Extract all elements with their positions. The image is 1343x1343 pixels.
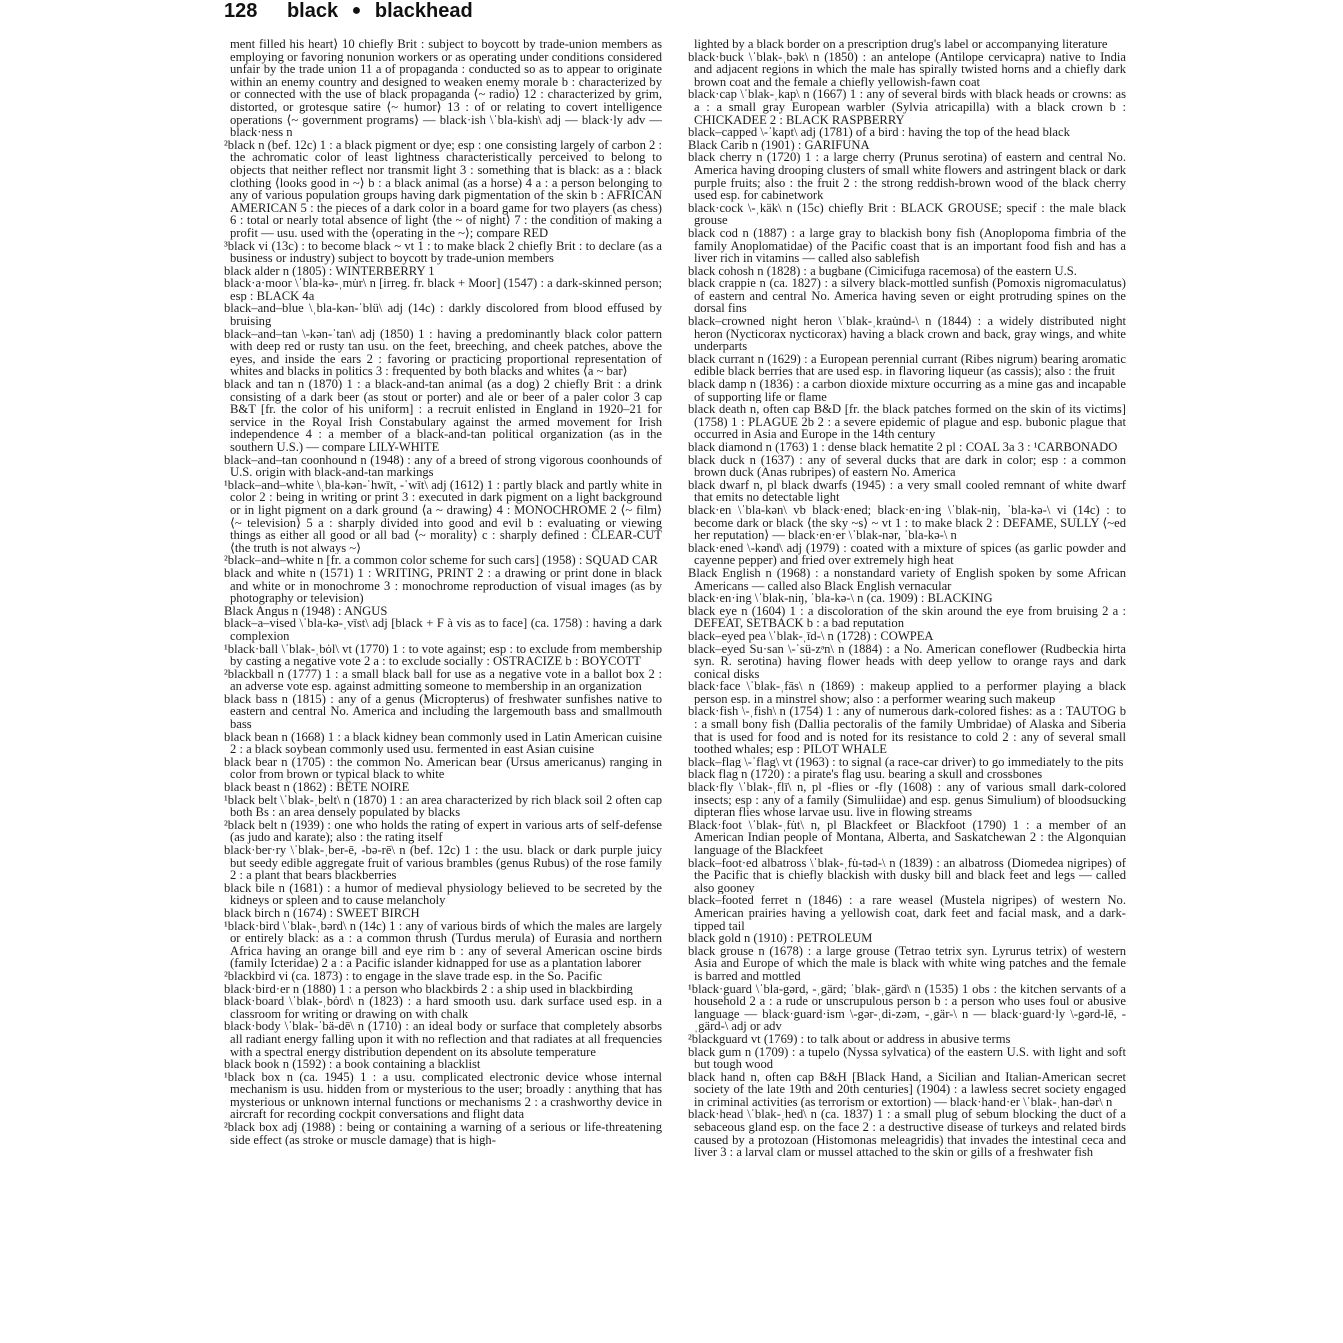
dictionary-entry: black duck n (1637) : any of several ducks that are dark in color; esp : a common brown duck (Anas rubripes) of eastern No. America bbox=[688, 453, 1126, 479]
dictionary-entry: black·ened \-kənd\ adj (1979) : coated with a mixture of spices (as garlic powder and cayenne pepper) and fried over extremely high heat bbox=[688, 541, 1126, 567]
dictionary-entry: black gold n (1910) : PETROLEUM bbox=[688, 932, 873, 945]
dictionary-entry: black·board \ˈblak-ˌbȯrd\ n (1823) : a hard smooth usu. dark surface used esp. in a classroom for writing or drawing on with chalk bbox=[224, 995, 662, 1021]
dictionary-entry: black·ber·ry \ˈblak-ˌber-ē, -bə-rē\ n (bef. 12c) 1 : the usu. black or dark purple juicy but seedy edible aggregate fruit of various brambles (genus Rubus) of the rose family 2 : a plant that bears blackberries bbox=[224, 844, 662, 882]
guide-word-first: black bbox=[286, 0, 339, 22]
dictionary-entry: black cohosh n (1828) : a bugbane (Cimicifuga racemosa) of the eastern U.S. bbox=[688, 264, 1077, 278]
page-number: 128 bbox=[224, 0, 258, 22]
dictionary-entry: black·a·moor \ˈbla-kə-ˌmu̇r\ n [irreg. fr. black + Moor] (1547) : a dark-skinned person; esp : BLACK 4a bbox=[224, 277, 662, 303]
dictionary-entry: black–foot·ed albatross \ˈblak-ˌfu̇-təd-\ n (1839) : an albatross (Diomedea nigripes) of the Pacific that is chiefly blackish with dusky bill and black feet and legs — called also gooney bbox=[688, 856, 1126, 895]
dictionary-entry: black–and–tan coonhound n (1948) : any of a breed of strong vigorous coonhounds of U.S. origin with black-and-tan markings bbox=[224, 453, 662, 479]
dictionary-entry: ²blackguard vt (1769) : to talk about or address in abusive terms bbox=[688, 1032, 1011, 1046]
dictionary-entry: ¹black·ball \ˈblak-ˌbȯl\ vt (1770) 1 : to vote against; esp : to exclude from membership by casting a negative vote 2 a : to exclude socially : OSTRACIZE b : BOYCOTT bbox=[224, 642, 662, 668]
dictionary-entry: black crappie n (ca. 1827) : a silvery black-mottled sunfish (Pomoxis nigromaculatus) of eastern and central No. America having seven or eight protruding spines on the dorsal fins bbox=[688, 277, 1126, 316]
dictionary-entry: ²black n (bef. 12c) 1 : a black pigment or dye; esp : one consisting largely of carbon 2 : the achromatic color of least lightness characteristically perceived to belong to objects that neither reflect nor transmit light 3 : something that is black: as a : black clothing ⟨looks good in ~⟩ b : a black animal (as a horse) 4 a : a person belonging to any of various population groups having dark pigmentation of the skin b : AFRICAN AMERICAN 5 : the pieces of a dark color in a board game for two players (as chess) 6 : total or nearly total absence of light ⟨the ~ of night⟩ 7 : the condition of making a profit — usu. used with the ⟨operating in the ~⟩; compare RED bbox=[224, 138, 662, 240]
dictionary-entry: Black·foot \ˈblak-ˌfu̇t\ n, pl Blackfeet or Blackfoot (1790) 1 : a member of an American Indian people of Montana, Alberta, and Saskatchewan 2 : the Algonquian language of the Blackfeet bbox=[688, 818, 1126, 857]
dictionary-entry: black·en·ing \ˈblak-niŋ, ˈbla-kə-\ n (ca. 1909) : BLACKING bbox=[688, 592, 993, 605]
guide-word-separator: ● bbox=[351, 2, 362, 19]
dictionary-entry: black·face \ˈblak-ˌfās\ n (1869) : makeup applied to a performer playing a black person esp. in a minstrel show; also : a performer wearing such makeup bbox=[688, 680, 1126, 706]
dictionary-entry: black·buck \ˈblak-ˌbək\ n (1850) : an antelope (Antilope cervicapra) native to India and adjacent regions in which the male has spirally twisted horns and a chiefly dark brown coat and the female a chiefly yellowish-fawn coat bbox=[688, 50, 1126, 89]
dictionary-entry: black currant n (1629) : a European perennial currant (Ribes nigrum) bearing aromatic edible black berries that are used esp. in flavoring liqueur (as cassis); also : the fruit bbox=[688, 352, 1126, 379]
dictionary-entry: black cod n (1887) : a large gray to blackish bony fish (Anoplopoma fimbria of the family Anoplomatidae) of the Pacific coast that is an important food fish and has a liver rich in vitamins — called also sablefish bbox=[688, 226, 1126, 265]
dictionary-entry: black–crowned night heron \ˈblak-ˌkrau̇nd-\ n (1844) : a widely distributed night heron (Nycticorax nycticorax) having a black crown and back, gray wings, and white underparts bbox=[688, 315, 1126, 353]
dictionary-entry: ment filled his heart⟩ 10 chiefly Brit : subject to boycott by trade-union members as employing or favoring nonunion workers or as operating under conditions considered unfair by the trade union 11 a of propaganda : conducted so as to appear to originate within an enemy country and designed to weaken enemy morale b : characterized by or connected with the use of black propaganda ⟨~ radio⟩ 12 : characterized by grim, distorted, or grotesque satire ⟨~ humor⟩ 13 : of or relating to covert intelligence operations ⟨~ government programs⟩ — black·ish \ˈbla-kish\ adj — black·ly adv — black·ness n bbox=[230, 38, 662, 139]
dictionary-entry: black·cock \-ˌkäk\ n (15c) chiefly Brit : BLACK GROUSE; specif : the male black grouse bbox=[688, 201, 1126, 227]
dictionary-entry: ¹black·bird \ˈblak-ˌbərd\ n (14c) 1 : any of various birds of which the males are largely or entirely black: as a : a common thrush (Turdus merula) of Eurasia and northern Africa having an orange bill and eye rim b : any of several American oscine birds (family Icteridae) 2 a : a Pacific islander kidnapped for use as a plantation laborer bbox=[224, 919, 662, 970]
dictionary-entry: black bile n (1681) : a humor of medieval physiology believed to be secreted by the kidneys or spleen and to cause melancholy bbox=[224, 881, 662, 907]
dictionary-entry: ¹black belt \ˈblak-ˌbelt\ n (1870) 1 : an area characterized by rich black soil 2 often cap both Bs : an area densely populated by blacks bbox=[224, 793, 662, 819]
dictionary-entry: black·cap \ˈblak-ˌkap\ n (1667) 1 : any of several birds with black heads or crowns: as a : a small gray European warbler (Sylvia atricapilla) with a black crown b : CHICKADEE 2 : BLACK RASPBERRY bbox=[688, 88, 1126, 127]
dictionary-entry: black–eyed Su·san \-ˈsü-zᵊn\ n (1884) : a No. American coneflower (Rudbeckia hirta syn. R. serotina) having flower heads with deep yellow to orange rays and dark conical disks bbox=[688, 642, 1126, 681]
dictionary-entry: ¹black box n (ca. 1945) 1 : a usu. complicated electronic device whose internal mechanism is usu. hidden from or mysterious to the user; broadly : anything that has mysterious or unknown internal functions or mechanisms 2 : a crashworthy device in aircraft for recording cockpit conversations and flight data bbox=[224, 1070, 662, 1122]
dictionary-entry: black·head \ˈblak-ˌhed\ n (ca. 1837) 1 : a small plug of sebum blocking the duct of a sebaceous gland esp. on the face 2 : a destructive disease of turkeys and related birds caused by a protozoan (Histomonas meleagridis) that invades the intestinal ceca and liver 3 : a larval clam or mussel attached to the skin or gills of a freshwater fish bbox=[688, 1108, 1126, 1159]
dictionary-entry: ²black–and–white n [fr. a common color scheme for such cars] (1958) : SQUAD CAR bbox=[224, 554, 658, 567]
dictionary-entry: black·body \ˈblak-ˈbä-dē\ n (1710) : an ideal body or surface that completely absorbs all radiant energy falling upon it with no reflection and that radiates at all frequencies with a spectral energy distribution dependent on its absolute temperature bbox=[224, 1020, 662, 1059]
dictionary-entry: black and white n (1571) 1 : WRITING, PRINT 2 : a drawing or print done in black and white or in monochrome 3 : monochrome reproduction of visual images (as by photography or television) bbox=[224, 566, 662, 605]
dictionary-entry: black bean n (1668) 1 : a black kidney bean commonly used in Latin American cuisine 2 : a black soybean commonly used usu. fermented in east Asian cuisine bbox=[224, 730, 662, 756]
dictionary-entry: black beast n (1862) : BÊTE NOIRE bbox=[224, 781, 410, 794]
dictionary-entry: black–and–blue \ˌbla-kən-ˈblü\ adj (14c) : darkly discolored from blood effused by bruising bbox=[224, 302, 662, 328]
dictionary-entry: black gum n (1709) : a tupelo (Nyssa sylvatica) of the eastern U.S. with light and soft but tough wood bbox=[688, 1045, 1126, 1071]
dictionary-entry: black diamond n (1763) 1 : dense black hematite 2 pl : COAL 3a 3 : ¹CARBONADO bbox=[688, 441, 1118, 454]
dictionary-entry: black–and–tan \-kən-ˈtan\ adj (1850) 1 : having a predominantly black color pattern with deep red or rusty tan usu. on the feet, breeching, and cheek patches, above the eyes, and inside the ears 2 : favoring or practicing proportional representation of whites and blacks in politics 3 : frequented by both blacks and whites ⟨a ~ bar⟩ bbox=[224, 327, 662, 379]
dictionary-entry: black·en \ˈbla-kən\ vb black·ened; black·en·ing \ˈblak-niŋ, ˈbla-kə-\ vi (14c) : to become dark or black ⟨the sky ~s⟩ ~ vt 1 : to make black 2 : DEFAME, SULLY ⟨~ed her reputation⟩ — black·en·er \ˈblak-nər, ˈbla-kə-\ n bbox=[688, 503, 1126, 542]
dictionary-entry: ²blackbird vi (ca. 1873) : to engage in the slave trade esp. in the So. Pacific bbox=[224, 969, 602, 983]
dictionary-entry: black·fly \ˈblak-ˌflī\ n, pl -flies or -fly (1608) : any of various small dark-colored insects; esp : any of a family (Simuliidae) and esp. genus Simulium) of bloodsucking dipteran flies whose larvae usu. live in flowing streams bbox=[688, 781, 1126, 819]
dictionary-entry: black damp n (1836) : a carbon dioxide mixture occurring as a mine gas and incapable of supporting life or flame bbox=[688, 378, 1126, 404]
dictionary-entry: black book n (1592) : a book containing a blacklist bbox=[224, 1058, 481, 1071]
guide-word-last: blackhead bbox=[374, 0, 473, 22]
dictionary-entry: black–capped \-ˈkapt\ adj (1781) of a bird : having the top of the head black bbox=[688, 126, 1070, 139]
dictionary-entry: Black Carib n (1901) : GARIFUNA bbox=[688, 138, 870, 152]
dictionary-entry: black–a–vised \ˈbla-kə-ˌvīst\ adj [black + F à vis as to face] (ca. 1758) : having a dark complexion bbox=[224, 617, 662, 643]
dictionary-entry: ²black box adj (1988) : being or containing a warning of a serious or life-threatening side effect (as stroke or muscle damage) that is high- bbox=[224, 1121, 662, 1147]
dictionary-entry: black–footed ferret n (1846) : a rare weasel (Mustela nigripes) of western No. American prairies having a yellowish coat, dark feet and facial mask, and a dark-tipped tail bbox=[688, 894, 1126, 933]
dictionary-entry: black eye n (1604) 1 : a discoloration of the skin around the eye from bruising 2 a : DEFEAT, SETBACK b : a bad reputation bbox=[688, 604, 1126, 630]
dictionary-entry: black·bird·er n (1880) 1 : a person who blackbirds 2 : a ship used in blackbirding bbox=[224, 982, 633, 996]
dictionary-entry: Black English n (1968) : a nonstandard variety of English spoken by some African Americans — called also Black English vernacular bbox=[688, 566, 1126, 593]
dictionary-entry: black hand n, often cap B&H [Black Hand, a Sicilian and Italian-American secret society of the late 19th and 20th centuries] (1904) : a lawless secret society engaged in criminal activities (as terrorism or extortion) — black·hand·er \ˈblak-ˌhan-dər\ n bbox=[688, 1070, 1126, 1109]
dictionary-entry: black dwarf n, pl black dwarfs (1945) : a very small cooled remnant of white dwarf that emits no detectable light bbox=[688, 478, 1126, 504]
dictionary-entry: black bass n (1815) : any of a genus (Micropterus) of freshwater sunfishes native to eastern and central No. America and including the largemouth bass and smallmouth bass bbox=[224, 692, 662, 731]
page-header bbox=[224, 0, 1224, 24]
right-column bbox=[688, 38, 1126, 1159]
dictionary-entry: black and tan n (1870) 1 : a black-and-tan animal (as a dog) 2 chiefly Brit : a drink consisting of a dark beer (as stout or porter) and ale or beer of a paler color 3 cap B&T [fr. the color of his uniform] : a recruit enlisted in England in 1920–21 for service in the Royal Irish Constabulary against the armed movement for Irish independence 4 : a member of a black-and-tan political organization (as in the southern U.S.) — compare LILY-WHITE bbox=[224, 378, 662, 454]
dictionary-entry: black alder n (1805) : WINTERBERRY 1 bbox=[224, 264, 435, 278]
left-column bbox=[224, 38, 662, 1146]
dictionary-entry: ¹black–and–white \ˌbla-kən-ˈhwīt, -ˈwīt\ adj (1612) 1 : partly black and partly white in color 2 : being in writing or print 3 : executed in dark pigment on a light background or in light pigment on a dark ground ⟨a ~ drawing⟩ 4 : MONOCHROME 2 ⟨~ film⟩ ⟨~ television⟩ 5 a : sharply divided into good and evil b : evaluating or viewing things as either all good or all bad ⟨~ morality⟩ c : sharply defined : CLEAR-CUT ⟨the truth is not always ~⟩ bbox=[224, 478, 662, 555]
dictionary-entry: ¹black·guard \ˈbla-gərd, -ˌgärd; ˈblak-ˌgärd\ n (1535) 1 obs : the kitchen servants of a household 2 a : a rude or unscrupulous person b : a person who uses foul or abusive language — black·guard·ism \-gər-ˌdi-zəm, -ˌgär-\ n — black·guard·ly \-gərd-lē, -ˌgärd-\ adj or adv bbox=[688, 982, 1126, 1033]
dictionary-entry: black birch n (1674) : SWEET BIRCH bbox=[224, 906, 420, 920]
dictionary-entry: black–eyed pea \ˈblak-ˌīd-\ n (1728) : COWPEA bbox=[688, 629, 934, 643]
dictionary-entry: ²black belt n (1939) : one who holds the rating of expert in various arts of self-defense (as judo and karate); also : the rating itself bbox=[224, 818, 662, 844]
dictionary-entry: black death n, often cap B&D [fr. the black patches formed on the skin of its victims] (1758) 1 : PLAGUE 2b 2 : a severe epidemic of plague and esp. bubonic plague that occurred in Asia and Europe in the 14th century bbox=[688, 403, 1126, 441]
dictionary-entry: lighted by a black border on a prescription drug's label or accompanying literature bbox=[694, 38, 1108, 51]
dictionary-entry: black bear n (1705) : the common No. American bear (Ursus americanus) ranging in color from brown or typical black to white bbox=[224, 755, 662, 782]
dictionary-entry: black–flag \-ˈflag\ vt (1963) : to signal (a race-car driver) to go immediately to the pits bbox=[688, 755, 1124, 769]
dictionary-entry: black grouse n (1678) : a large grouse (Tetrao tetrix syn. Lyrurus tetrix) of western Asia and Europe of which the male is black with white wing patches and the female is barred and mottled bbox=[688, 944, 1126, 983]
dictionary-entry: black cherry n (1720) 1 : a large cherry (Prunus serotina) of eastern and central No. America having drooping clusters of small white flowers and astringent black or dark purple fruits; also : the fruit 2 : the strong reddish-brown wood of the black cherry used esp. for cabinetwork bbox=[688, 151, 1126, 202]
dictionary-entry: Black Angus n (1948) : ANGUS bbox=[224, 604, 388, 618]
dictionary-entry: ²blackball n (1777) 1 : a small black ball for use as a negative vote in a ballot box 2 : an adverse vote esp. against admitting someone to membership in an organization bbox=[224, 667, 662, 693]
dictionary-entry: ³black vi (13c) : to become black ~ vt 1 : to make black 2 chiefly Brit : to declare (as a business or industry) subject to boycott by trade-union members bbox=[224, 239, 662, 265]
dictionary-entry: black flag n (1720) : a pirate's flag usu. bearing a skull and crossbones bbox=[688, 768, 1043, 782]
dictionary-entry: black·fish \-ˌfish\ n (1754) 1 : any of numerous dark-colored fishes: as a : TAUTOG b : a small bony fish (Dallia pectoralis of the family Umbridae) of Alaska and Siberia that is used for food and is noted for its resistance to cold 2 : any of several small toothed whales; esp : PILOT WHALE bbox=[688, 705, 1126, 756]
